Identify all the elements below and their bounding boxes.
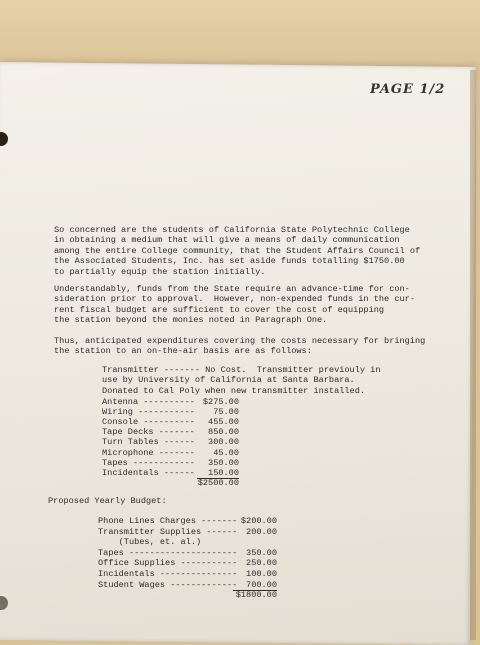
page-stack-edge <box>470 70 476 640</box>
equipment-total: $2500.00 <box>197 478 239 489</box>
text-line: rent fiscal budget are sufficient to cover the cost of equipping <box>54 304 385 315</box>
equipment-item-amount: 850.00 <box>208 427 239 438</box>
transmitter-note-line: Donated to Cal Poly when new transmitter installed. <box>102 385 366 396</box>
budget-item-label: Student Wages ------------- <box>98 579 238 590</box>
budget-item-label: Phone Lines Charges ------- <box>98 516 238 526</box>
transmitter-note-line: use by University of California at Santa Barbara. <box>102 375 355 386</box>
budget-item-amount: 100.00 <box>246 569 277 579</box>
text-line: the station to an on-the-air basis are as follows: <box>54 346 312 357</box>
equipment-item-amount: 455.00 <box>208 416 239 427</box>
equipment-item-label: Turn Tables ------ <box>102 437 195 448</box>
budget-item-label: (Tubes, et. al.) <box>98 537 202 548</box>
equipment-item-amount: 45.00 <box>213 447 239 458</box>
text-line: among the entire College community, that the Student Affairs Council of <box>54 245 421 256</box>
budget-item-label: Tapes --------------------- <box>98 547 238 558</box>
equipment-item-amount: 350.00 <box>208 457 239 468</box>
transmitter-note-line: Transmitter ------- No Cost. Transmitter previouly in <box>102 365 381 375</box>
text-line: the Associated Students, Inc. has set aside funds totalling $1750.00 <box>54 256 405 267</box>
text-line: in obtaining a medium that will give a means of daily communication <box>54 235 400 246</box>
text-line: sideration prior to approval. However, non-expended funds in the cur- <box>54 294 415 305</box>
equipment-item-label: Incidentals ------ <box>102 467 195 478</box>
equipment-item-amount: 300.00 <box>208 437 239 448</box>
equipment-item-amount: 150.00 <box>197 468 239 479</box>
budget-item-label: Incidentals --------------- <box>98 569 238 579</box>
equipment-item-amount: 75.00 <box>213 406 239 417</box>
equipment-item-label: Antenna ---------- <box>102 396 195 407</box>
budget-item-amount: $200.00 <box>240 516 277 526</box>
equipment-item-label: Microphone ------- <box>102 447 195 458</box>
budget-total: $1800.00 <box>235 590 277 601</box>
budget-item-amount: 350.00 <box>246 547 277 558</box>
budget-item-label: Transmitter Supplies ------ <box>98 526 238 537</box>
budget-heading: Proposed Yearly Budget: <box>48 496 167 506</box>
budget-item-amount: 700.00 <box>233 580 277 591</box>
equipment-item-label: Tape Decks ------- <box>102 427 195 438</box>
text-line: Thus, anticipated expenditures covering the costs necessary for bringing <box>54 336 426 346</box>
equipment-item-amount: $275.00 <box>202 396 239 407</box>
equipment-item-label: Tapes ------------ <box>102 457 195 468</box>
budget-item-amount: 250.00 <box>246 558 277 569</box>
text-line: So concerned are the students of California State Polytechnic College <box>54 225 410 235</box>
budget-item-amount: 200.00 <box>246 526 277 537</box>
equipment-item-label: Wiring ----------- <box>102 406 195 417</box>
text-line: to partially equip the station initially. <box>54 266 266 277</box>
budget-item-label: Office Supplies ----------- <box>98 558 238 569</box>
text-line: Understandably, funds from the State require an advance-time for con- <box>54 284 410 294</box>
equipment-item-label: Console ---------- <box>102 416 195 427</box>
handwritten-page-number: PAGE 1/2 <box>370 82 446 97</box>
text-line: the station beyond the monies noted in Paragraph One. <box>54 315 328 326</box>
